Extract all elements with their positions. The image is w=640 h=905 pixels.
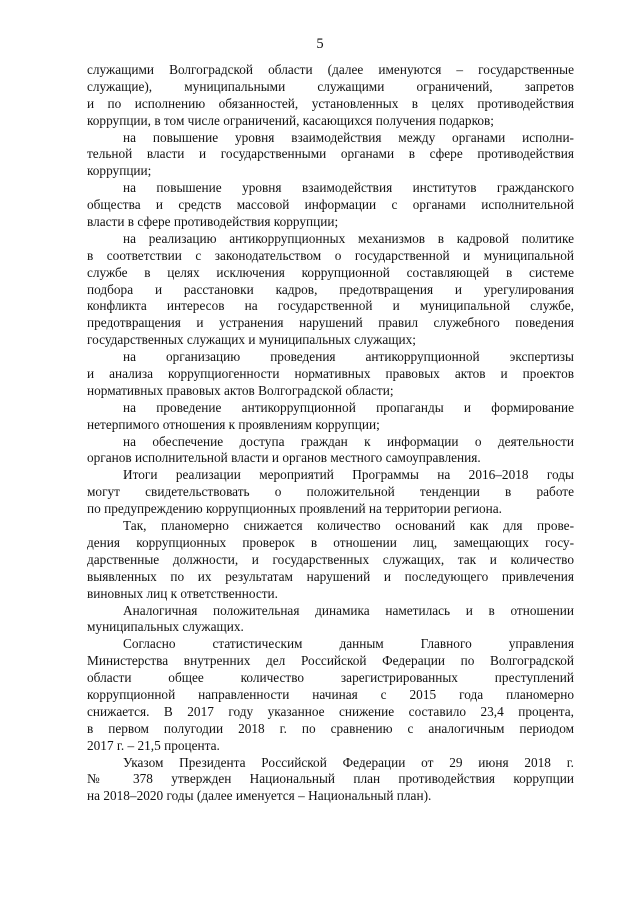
text-line: на реализацию антикоррупционных механизмов в кадровой политике (123, 230, 574, 246)
text-line: на повышение уровня взаимодействия институтов гражданского (123, 180, 574, 196)
text-line: конфликта интересов на государственной и муниципальной службе, (87, 298, 574, 314)
text-line: и анализа коррупциогенности нормативных правовых актов и проектов (87, 366, 574, 382)
text-line: в первом полугодии 2018 г. по сравнению с аналогичным периодом (87, 720, 574, 736)
text-line: коррупционной направленности начиная с 2015 года планомерно (87, 686, 574, 702)
text-line: на повышение уровня взаимодействия между органами исполни- (123, 129, 574, 145)
text-line: дарственные должности, и государственных служащих, так и количество (87, 551, 574, 567)
text-line: на организацию проведения антикоррупционной экспертизы (123, 349, 574, 365)
text-line: подбора и расстановки кадров, предотвращения и урегулирования (87, 281, 574, 297)
text-line: служащие), муниципальными служащими ограничений, запретов (87, 78, 574, 94)
text-line: снижается. В 2017 году указанное снижение составило 23,4 процента, (87, 703, 574, 719)
text-line: предотвращения и устранения нарушений правил служебного поведения (87, 315, 574, 331)
text-line: виновных лиц к ответственности. (87, 585, 278, 601)
text-line: Министерства внутренних дел Российской Федерации по Волгоградской (87, 653, 574, 669)
text-line: области общее количество зарегистрированных преступлений (87, 670, 574, 686)
text-line: на 2018–2020 годы (далее именуется – Национальный план). (87, 788, 432, 804)
text-line: дения коррупционных проверок в отношении лиц, замещающих госу- (87, 534, 574, 550)
text-line: 2017 г. – 21,5 процента. (87, 737, 220, 753)
text-line: тельной власти и государственными органами в сфере противодействия (87, 146, 574, 162)
text-line: на проведение антикоррупционной пропаганды и формирование (123, 399, 574, 415)
text-line: Аналогичная положительная динамика наметилась и в отношении (123, 602, 574, 618)
text-line: государственных служащих и муниципальных служащих; (87, 332, 416, 348)
text-line: нормативных правовых актов Волгоградской области; (87, 382, 394, 398)
document-body (87, 62, 574, 805)
text-line: коррупции, в том числе ограничений, касающихся получения подарков; (87, 112, 494, 128)
text-line: и по исполнению обязанностей, установленных в целях противодействия (87, 95, 574, 111)
text-line: Итоги реализации мероприятий Программы на 2016–2018 годы (123, 467, 574, 483)
text-line: № 378 утвержден Национальный план противодействия коррупции (87, 771, 574, 787)
text-line: общества и средств массовой информации с органами исполнительной (87, 197, 574, 213)
text-line: по предупреждению коррупционных проявлений на территории региона. (87, 501, 502, 517)
text-line: нетерпимого отношения к проявлениям коррупции; (87, 416, 380, 432)
text-line: на обеспечение доступа граждан к информации о деятельности (123, 433, 574, 449)
page-number: 5 (316, 36, 324, 52)
text-line: службе в целях исключения коррупционной составляющей в системе (87, 264, 574, 280)
text-line: Согласно статистическим данным Главного управления (123, 636, 574, 652)
text-line: Так, планомерно снижается количество оснований как для прове- (123, 518, 574, 534)
text-line: могут свидетельствовать о положительной тенденции в работе (87, 484, 574, 500)
text-line: в соответствии с законодательством о государственной и муниципальной (87, 247, 574, 263)
text-line: органов исполнительной власти и органов местного самоуправления. (87, 450, 481, 466)
text-line: Указом Президента Российской Федерации от 29 июня 2018 г. (123, 754, 574, 770)
text-line: муниципальных служащих. (87, 619, 244, 635)
text-line: коррупции; (87, 163, 152, 179)
text-line: выявленных по их результатам нарушений и последующего привлечения (87, 568, 574, 584)
text-line: власти в сфере противодействия коррупции; (87, 214, 339, 230)
text-line: служащими Волгоградской области (далее именуются – государственные (87, 62, 574, 77)
